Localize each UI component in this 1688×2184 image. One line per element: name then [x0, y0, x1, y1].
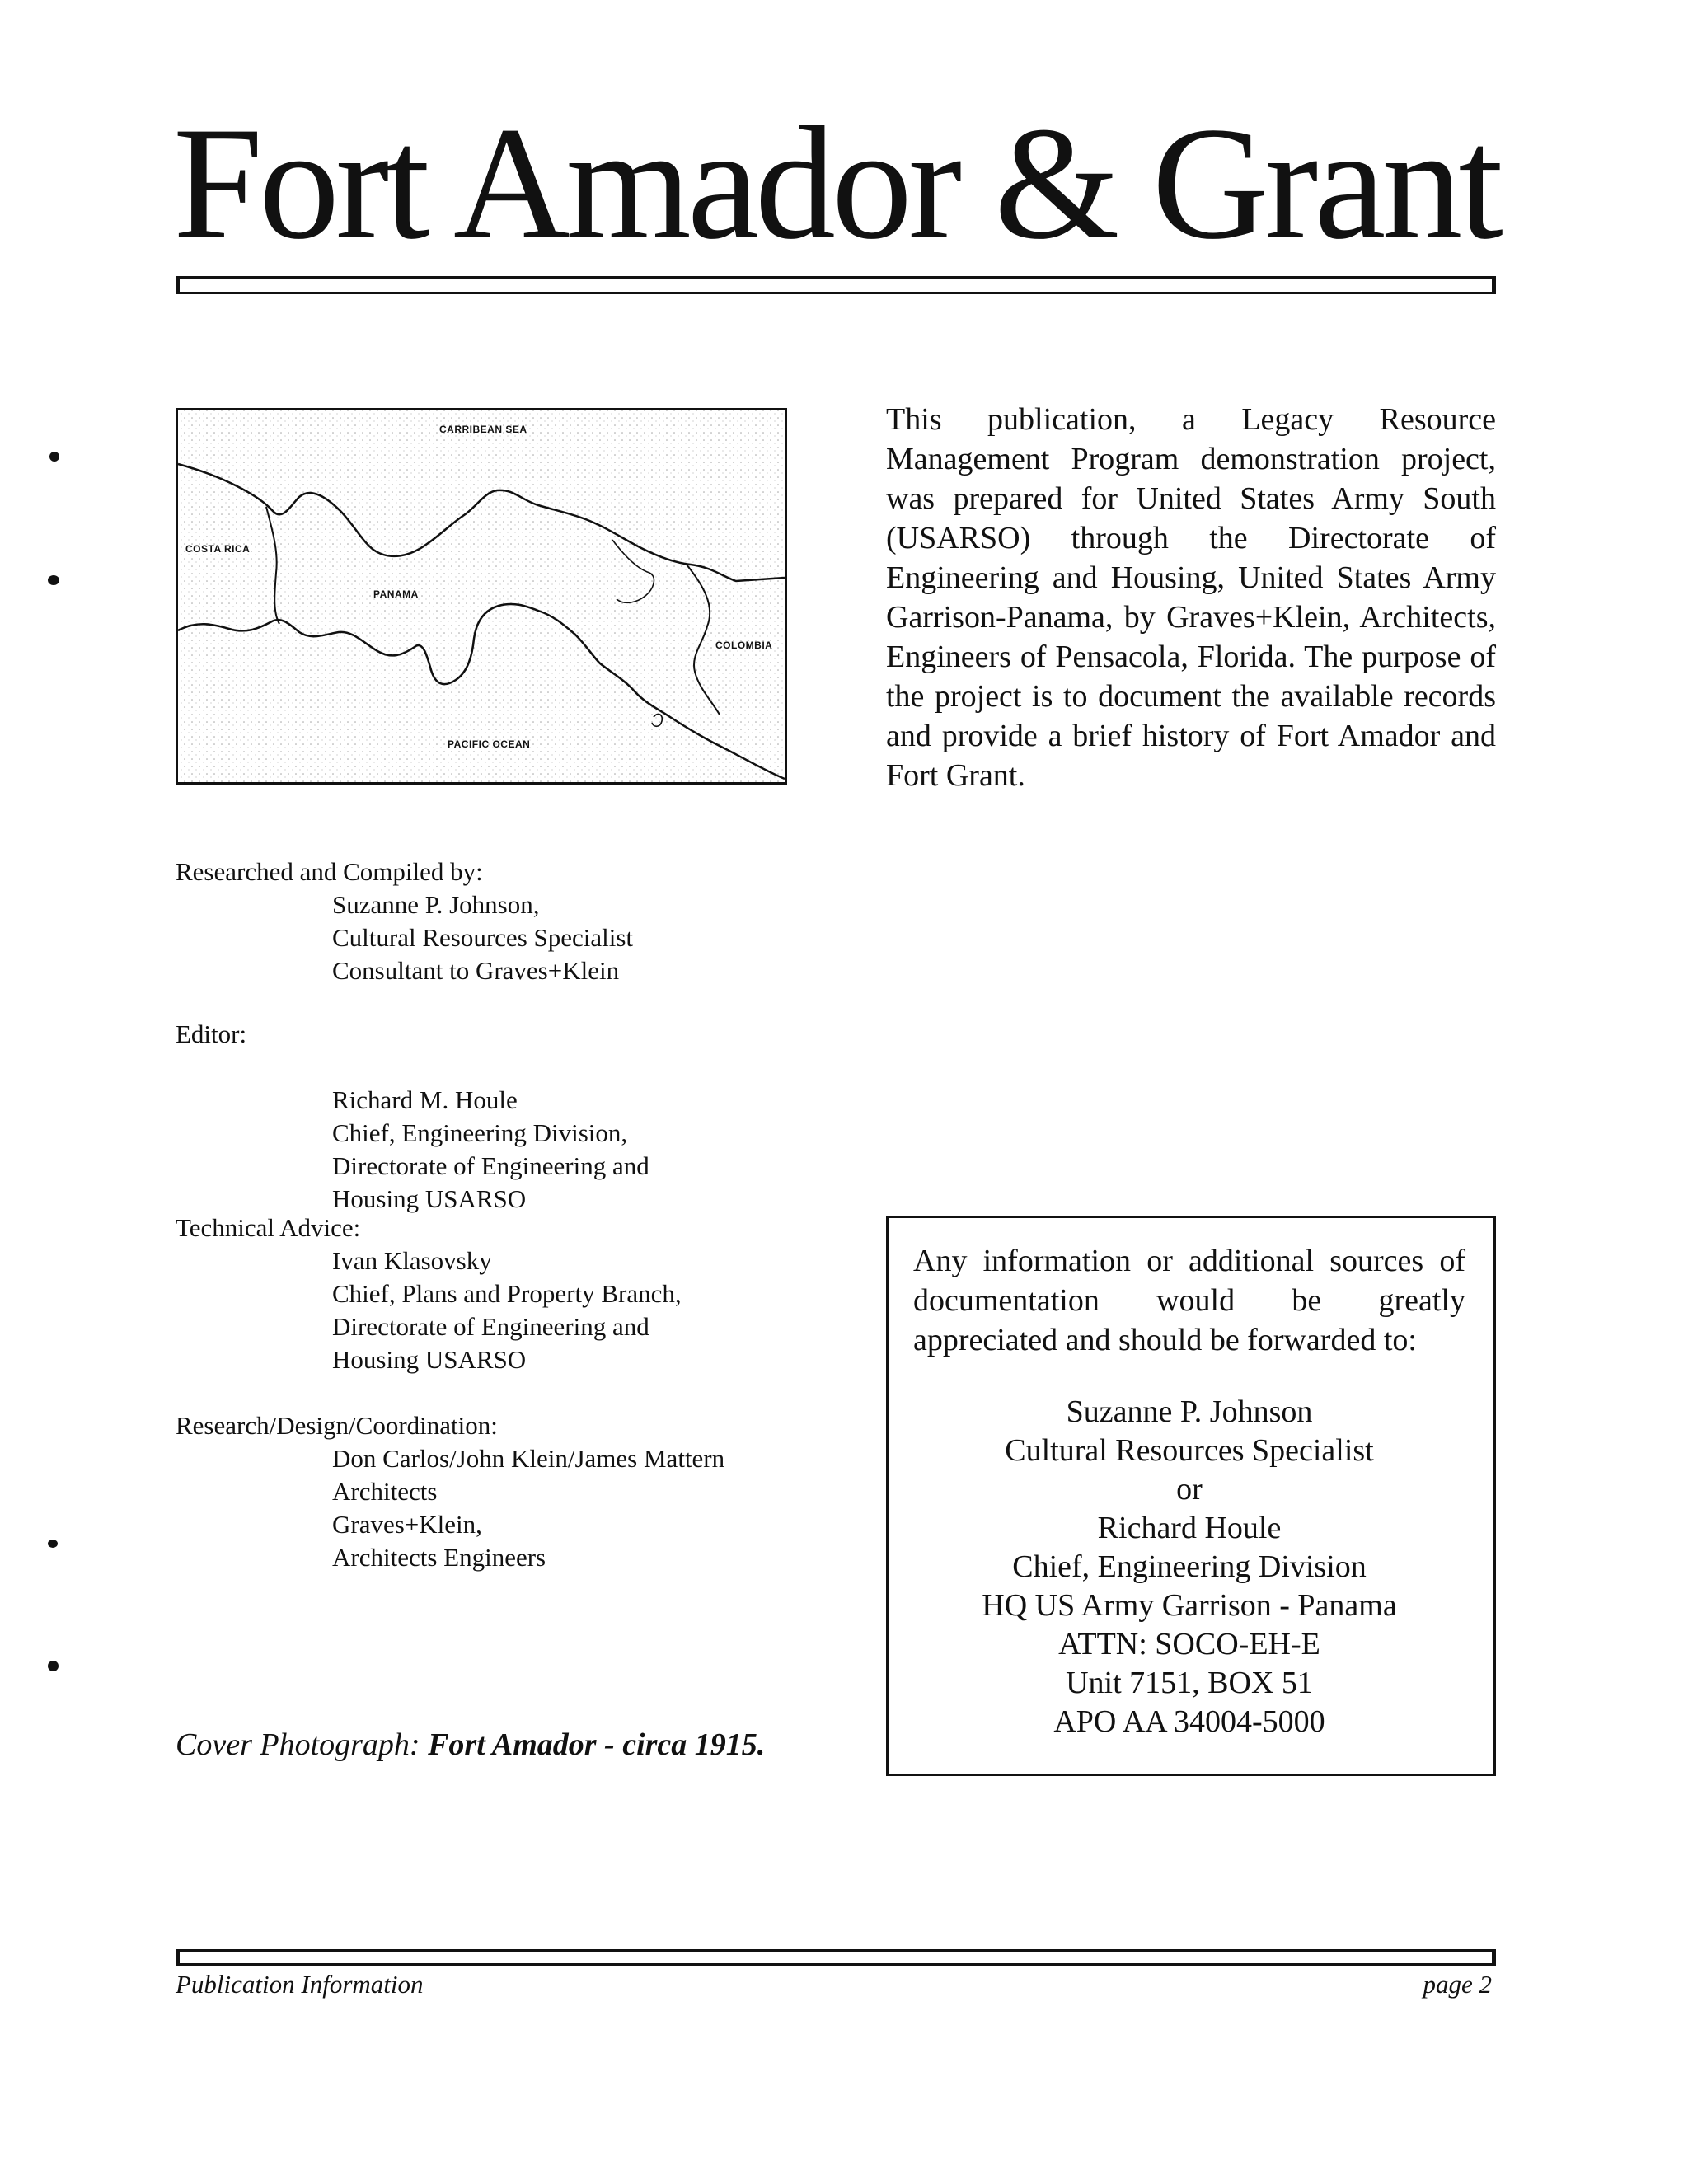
credit-line: Chief, Engineering Division, — [332, 1118, 628, 1147]
punch-hole-mark — [48, 575, 59, 585]
credit-line: Directorate of Engineering and — [332, 1312, 649, 1341]
credit-line: Cultural Resources Specialist — [332, 923, 634, 952]
cover-photo-title: Fort Amador - circa 1915. — [428, 1727, 766, 1762]
credit-line: Don Carlos/John Klein/James Mattern — [332, 1444, 725, 1473]
contact-line: ATTN: SOCO-EH-E — [1058, 1627, 1320, 1661]
credit-heading: Researched and Compiled by: — [176, 857, 483, 886]
credit-line: Graves+Klein, — [332, 1510, 482, 1539]
contact-line: Richard Houle — [1097, 1511, 1282, 1545]
credits-editor — [176, 1018, 649, 1216]
top-rule — [176, 276, 1496, 294]
credit-heading: Technical Advice: — [176, 1213, 361, 1242]
credits-research-design — [176, 1409, 724, 1574]
credit-heading: Editor: — [176, 1019, 247, 1048]
bottom-rule — [176, 1949, 1496, 1966]
credit-line: Chief, Plans and Property Branch, — [332, 1279, 682, 1308]
credit-line: Directorate of Engineering and — [332, 1151, 649, 1180]
credit-line: Architects Engineers — [332, 1543, 546, 1572]
credit-line: Richard M. Houle — [332, 1085, 518, 1114]
credits-technical — [176, 1212, 682, 1376]
contact-address — [913, 1393, 1465, 1741]
credit-line: Housing USARSO — [332, 1345, 527, 1374]
contact-line: or — [1176, 1472, 1203, 1507]
map-label-costa-rica: COSTA RICA — [185, 543, 251, 555]
credit-line: Suzanne P. Johnson, — [332, 890, 540, 919]
intro-paragraph: This publication, a Legacy Resource Management Program demonstration project, was prepared for United States Army South (USARSO) through the Directorate of Engineering and Housing, United States Army Garrison-Panama, by Graves+Klein, Architects, Engineers of Pensacola, Florida. The purpose of the project is to document the available records and provide a brief history of Fort Amador and Fort Grant. — [886, 402, 1496, 793]
punch-hole-mark — [49, 452, 59, 462]
contact-intro: Any information or additional sources of documentation would be greatly appreciated and should be forwarded to: — [913, 1244, 1465, 1357]
cover-photo-caption — [176, 1727, 765, 1763]
credit-line: Consultant to Graves+Klein — [332, 956, 620, 985]
page-title: Fort Amador & Grant — [173, 94, 1499, 273]
punch-hole-mark — [48, 1540, 58, 1548]
contact-line: Cultural Resources Specialist — [1005, 1433, 1374, 1468]
credit-heading: Research/Design/Coordination: — [176, 1411, 498, 1440]
footer-section-title: Publication Information — [176, 1970, 424, 1999]
contact-line: Unit 7151, BOX 51 — [1066, 1666, 1313, 1700]
map-label-pacific: PACIFIC OCEAN — [448, 738, 531, 750]
credit-line: Ivan Klasovsky — [332, 1246, 492, 1275]
contact-line: APO AA 34004-5000 — [1053, 1704, 1325, 1739]
contact-box — [886, 1216, 1496, 1776]
cover-photo-prefix: Cover Photograph: — [176, 1727, 429, 1762]
credit-line: Housing USARSO — [332, 1184, 527, 1213]
contact-line: Chief, Engineering Division — [1012, 1549, 1367, 1584]
footer-page-number: page 2 — [1423, 1970, 1492, 1999]
map-label-caribbean: CARRIBEAN SEA — [439, 424, 528, 435]
credits-researched — [176, 855, 633, 987]
credit-line: Architects — [332, 1477, 438, 1506]
panama-map — [176, 408, 787, 785]
contact-line: Suzanne P. Johnson — [1066, 1394, 1313, 1429]
map-label-panama: PANAMA — [373, 588, 419, 600]
contact-line: HQ US Army Garrison - Panama — [982, 1588, 1397, 1623]
punch-hole-mark — [48, 1661, 59, 1671]
map-label-colombia: COLOMBIA — [715, 640, 773, 651]
